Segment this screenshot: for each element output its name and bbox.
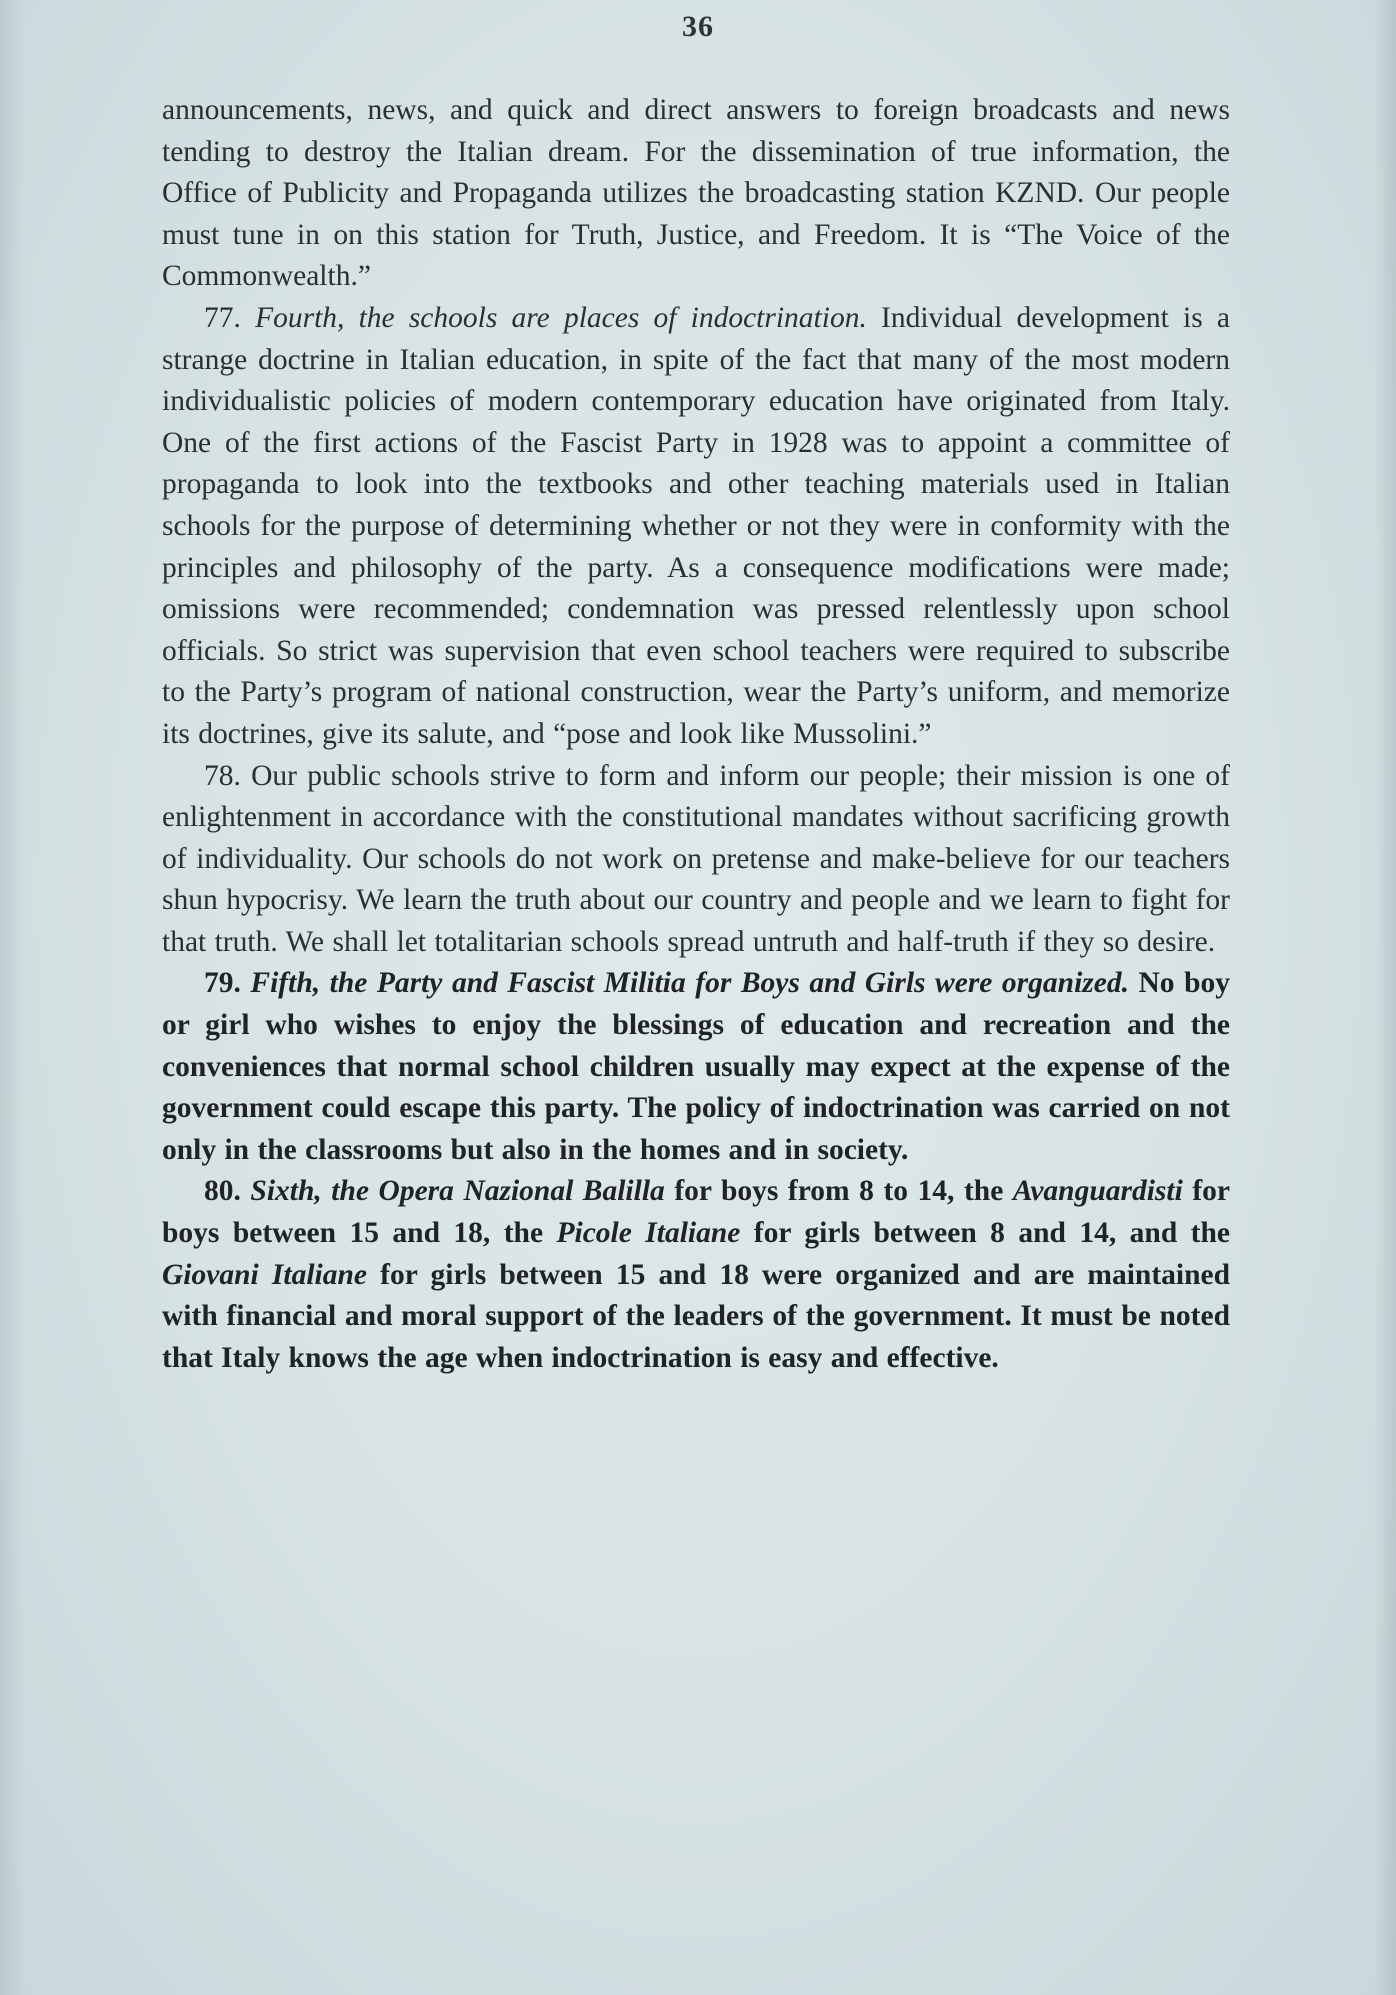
paragraph-continued (162, 90, 1230, 298)
text-run: 78. Our public schools strive to form and inform our people; their mission is one of enlightenment in accordance with the constitutional mandates without sacrificing growth of individuality. Our schools do not work on pretense and make-believe for our teachers shun hypocrisy. We learn the truth about our country and people and we learn to fight for that truth. We shall let totalitarian schools spread untruth and half-truth if they so desire. (162, 759, 1230, 958)
text-run: announcements, news, and quick and direct answers to foreign broadcasts and news tending to destroy the Italian dream. For the dissemination of true information, the Office of Publicity and Propaganda utilizes the broadcasting station KZND. Our people must tune in on this station for Truth, Justice, and Freedom. It is “The Voice of the Commonwealth.” (162, 94, 1230, 293)
italic-run: Avanguardisti (1012, 1175, 1183, 1208)
paragraph-78 (162, 756, 1230, 964)
paragraph-77 (162, 298, 1230, 756)
text-run: No boy or girl who wishes to enjoy the blessings of education and recreation and the conveniences that normal school children usually may expect at the expense of the government could escape this party. The policy of indoctrination was carried on not only in the classrooms but also in the homes and in society. (162, 967, 1231, 1166)
page-edge-shadow-right (1374, 0, 1396, 1995)
text-run: for girls between 15 and 18 were organized and are maintained with financial and moral support of the leaders of the government. It must be noted that Italy knows the age when indoctrination is easy and effective. (162, 1258, 1230, 1374)
page-edge-shadow-left (0, 0, 26, 1995)
text-run: for boys from 8 to 14, the (664, 1175, 1013, 1208)
text-run: 77. (204, 301, 256, 334)
page-number: 36 (682, 10, 714, 43)
italic-run: Giovani Italiane (162, 1258, 367, 1291)
paragraph-80 (162, 1171, 1230, 1379)
italic-run: Fourth, the schools are places of indoctrination. (255, 301, 867, 334)
italic-run: Sixth, the Opera Nazional Balilla (250, 1175, 665, 1208)
italic-run: Fifth, the Party and Fascist Militia for Boys and Girls were organized. (250, 967, 1129, 1000)
text-run: Individual development is a strange doctrine in Italian education, in spite of the fact that many of the most modern individualistic policies of modern contemporary education have originated from Italy. One of the first actions of the Fascist Party in 1928 was to appoint a committee of propaganda to look into the textbooks and other teaching materials used in Italian schools for the purpose of determining whether or not they were in conformity with the principles and philosophy of the party. As a consequence modifications were made; omissions were recommended; condemnation was pressed relentlessly upon school officials. So strict was supervision that even school teachers were required to subscribe to the Party’s program of national construction, wear the Party’s uniform, and memorize its doctrines, give its salute, and “pose and look like Mussolini.” (162, 301, 1231, 750)
text-run: 79. (204, 967, 251, 1000)
text-run: 80. (204, 1175, 251, 1208)
text-run: for boys between 15 and 18, the (162, 1175, 1231, 1250)
italic-run: Picole Italiane (556, 1217, 741, 1250)
text-run: for girls between 8 and 14, and the (740, 1217, 1230, 1250)
body-text (162, 90, 1230, 1379)
paragraph-79 (162, 963, 1230, 1171)
